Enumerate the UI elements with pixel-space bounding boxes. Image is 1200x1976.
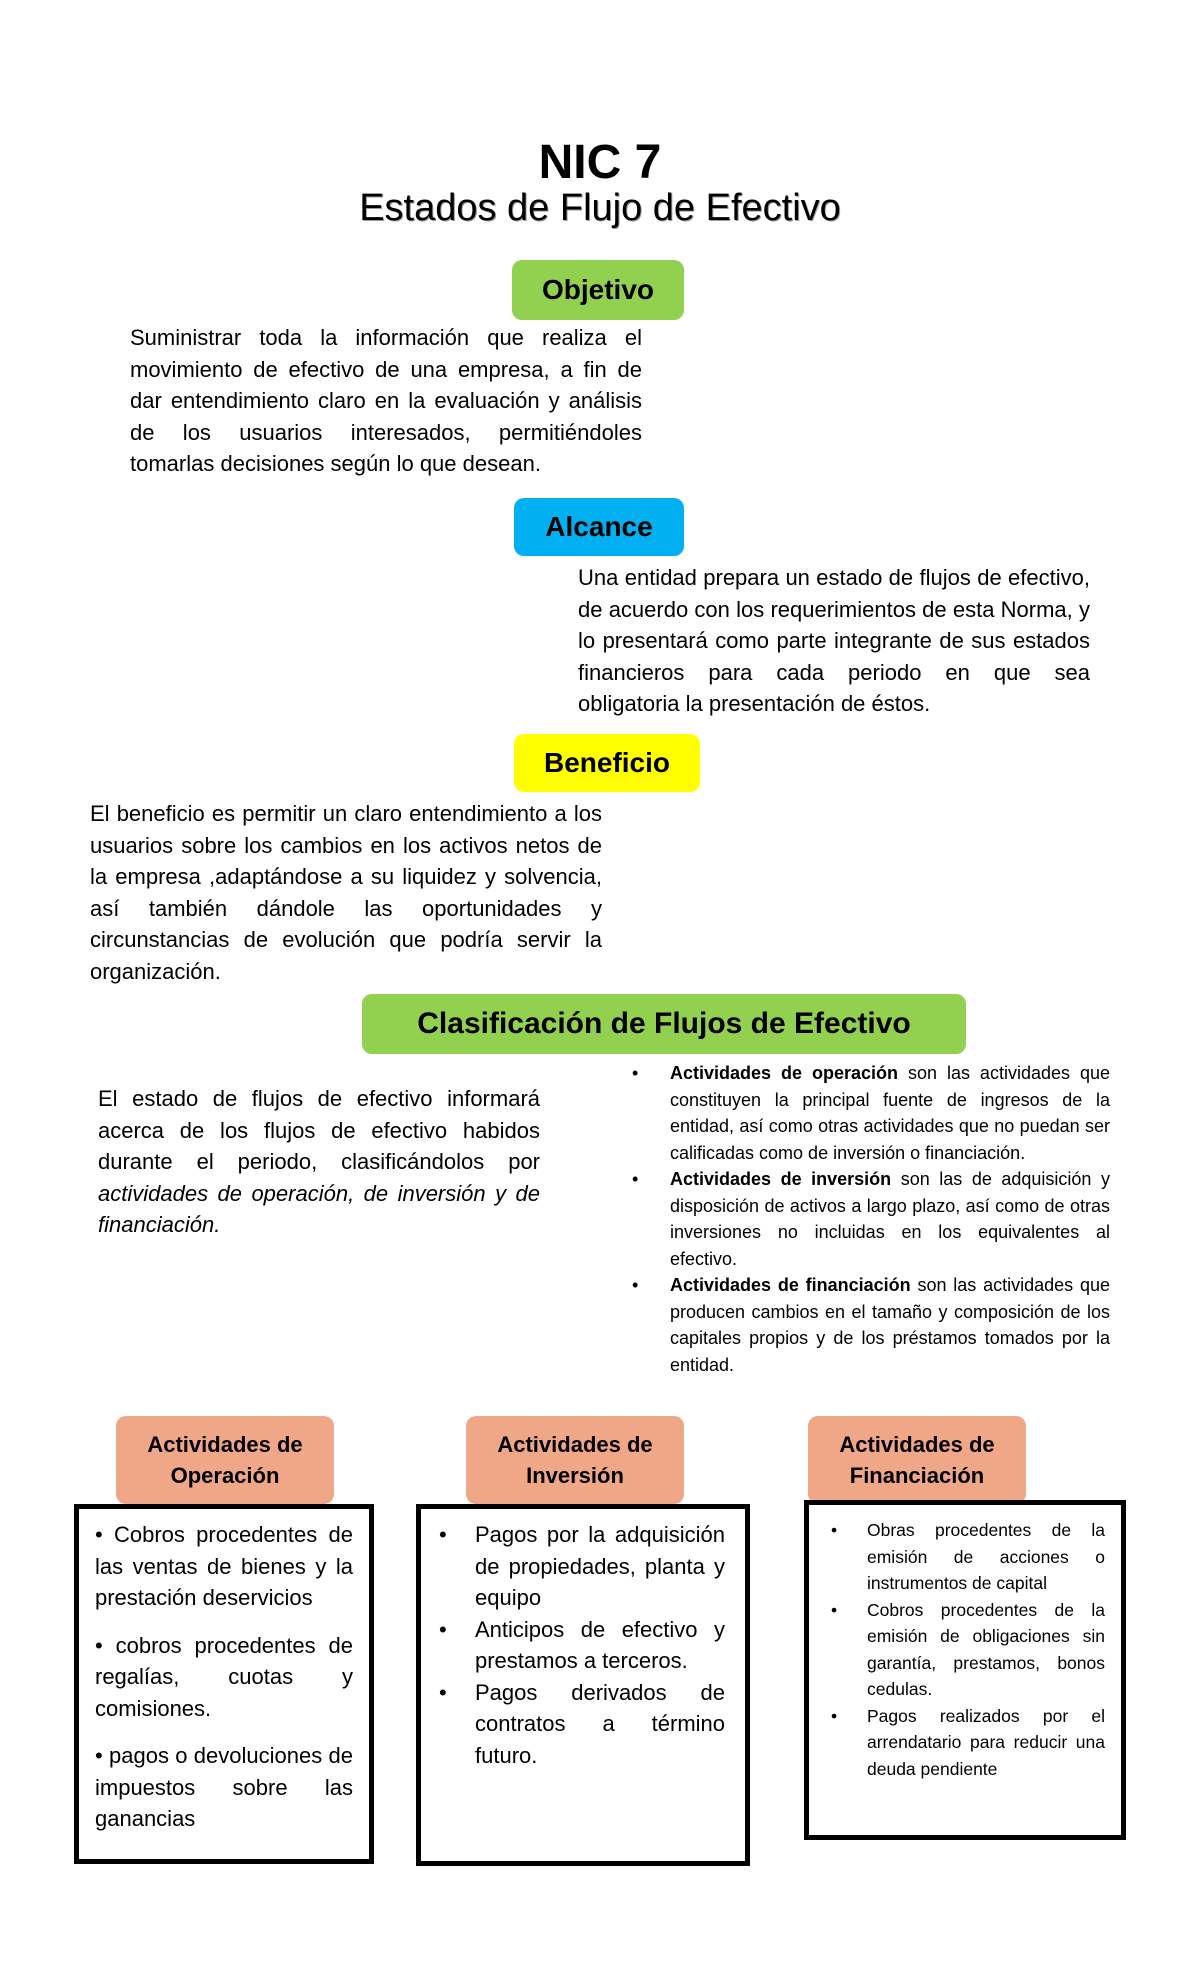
item-term: Actividades de inversión: [670, 1169, 892, 1189]
list-item: [632, 1060, 1110, 1166]
clasificacion-intro: [98, 1083, 540, 1241]
page-subtitle: Estados de Flujo de Efectivo: [359, 187, 841, 229]
financiacion-label-line2: Financiación: [849, 1463, 985, 1488]
operacion-item: • cobros procedentes de regalías, cuotas y comisiones.: [95, 1632, 353, 1721]
list-item: • Pagos realizados por el arrendatario para reducir una deuda pendiente: [831, 1703, 1105, 1783]
clasificacion-label: Clasificación de Flujos de Efectivo: [362, 994, 966, 1054]
item-term: Actividades de financiación: [670, 1275, 911, 1295]
financiacion-label-line1: Actividades de: [839, 1432, 995, 1457]
inversion-label-line2: Inversión: [526, 1463, 624, 1488]
operacion-label-line1: Actividades de: [147, 1432, 303, 1457]
list-item: • Anticipos de efectivo y prestamos a terceros.: [439, 1614, 725, 1677]
financiacion-label: [808, 1416, 1026, 1504]
list-item: • Pagos derivados de contratos a término futuro.: [439, 1677, 725, 1772]
alcance-label: Alcance: [514, 498, 684, 556]
item-desc: son las actividades que producen cambios en el tamaño y composición de los capitales propios y de los préstamos tomados por la entidad.: [670, 1275, 1110, 1375]
alcance-text: Una entidad prepara un estado de flujos de efectivo, de acuerdo con los requerimientos de esta Norma, y lo presentará como parte integrante de sus estados financieros para cada periodo en que sea obligatoria la presentación de éstos.: [578, 565, 1090, 716]
item-term: Actividades de operación: [670, 1063, 898, 1083]
operacion-item: • Cobros procedentes de las ventas de bienes y la prestación deservicios: [95, 1522, 353, 1610]
objetivo-text: Suministrar toda la información que realiza el movimiento de efectivo de una empresa, a fin de dar entendimiento claro en la evaluación y análisis de los usuarios interesados, permitiéndoles tomarlas decisiones según lo que desean.: [130, 325, 642, 476]
operacion-label: [116, 1416, 334, 1504]
inversion-label-line1: Actividades de: [497, 1432, 653, 1457]
inversion-list: [439, 1519, 725, 1771]
inversion-label: [466, 1416, 684, 1504]
item-desc: son las actividades que constituyen la principal fuente de ingresos de la entidad, así como otras actividades que no puedan ser calificadas como de inversión o financiación.: [670, 1063, 1110, 1163]
inversion-box: [416, 1504, 750, 1866]
operacion-box: [74, 1504, 374, 1864]
beneficio-label: Beneficio: [514, 734, 700, 792]
operacion-label-line2: Operación: [170, 1463, 280, 1488]
financiacion-list: [831, 1517, 1105, 1782]
list-item: • Cobros procedentes de la emisión de obligaciones sin garantía, prestamos, bonos cedulas.: [831, 1597, 1105, 1703]
objetivo-label: Objetivo: [512, 260, 684, 320]
item-desc: son las de adquisición y disposición de activos a largo plazo, así como de otras inversiones no incluidas en los equivalentes al efectivo.: [670, 1169, 1110, 1269]
clasificacion-list: [632, 1060, 1110, 1378]
list-item: • Obras procedentes de la emisión de acciones o instrumentos de capital: [831, 1517, 1105, 1597]
financiacion-box: [804, 1500, 1126, 1840]
clasificacion-intro-italic: actividades de operación, de inversión y de financiación.: [98, 1180, 540, 1237]
clasificacion-bullets: [632, 1060, 1110, 1378]
list-item: [632, 1272, 1110, 1378]
list-item: [632, 1166, 1110, 1272]
list-item: • Pagos por la adquisición de propiedades, planta y equipo: [439, 1519, 725, 1614]
clasificacion-intro-text: El estado de flujos de efectivo informará acerca de los flujos de efectivo habidos durante el periodo, clasificándolos por: [98, 1086, 540, 1174]
beneficio-text: El beneficio es permitir un claro entendimiento a los usuarios sobre los cambios en los activos netos de la empresa ,adaptándose a su liquidez y solvencia, así también dándole las oportunidades y circunstancias de evolución que podría servir la organización.: [90, 801, 602, 984]
operacion-item: • pagos o devoluciones de impuestos sobre las ganancias: [95, 1743, 353, 1831]
page-title: NIC 7: [538, 136, 662, 189]
